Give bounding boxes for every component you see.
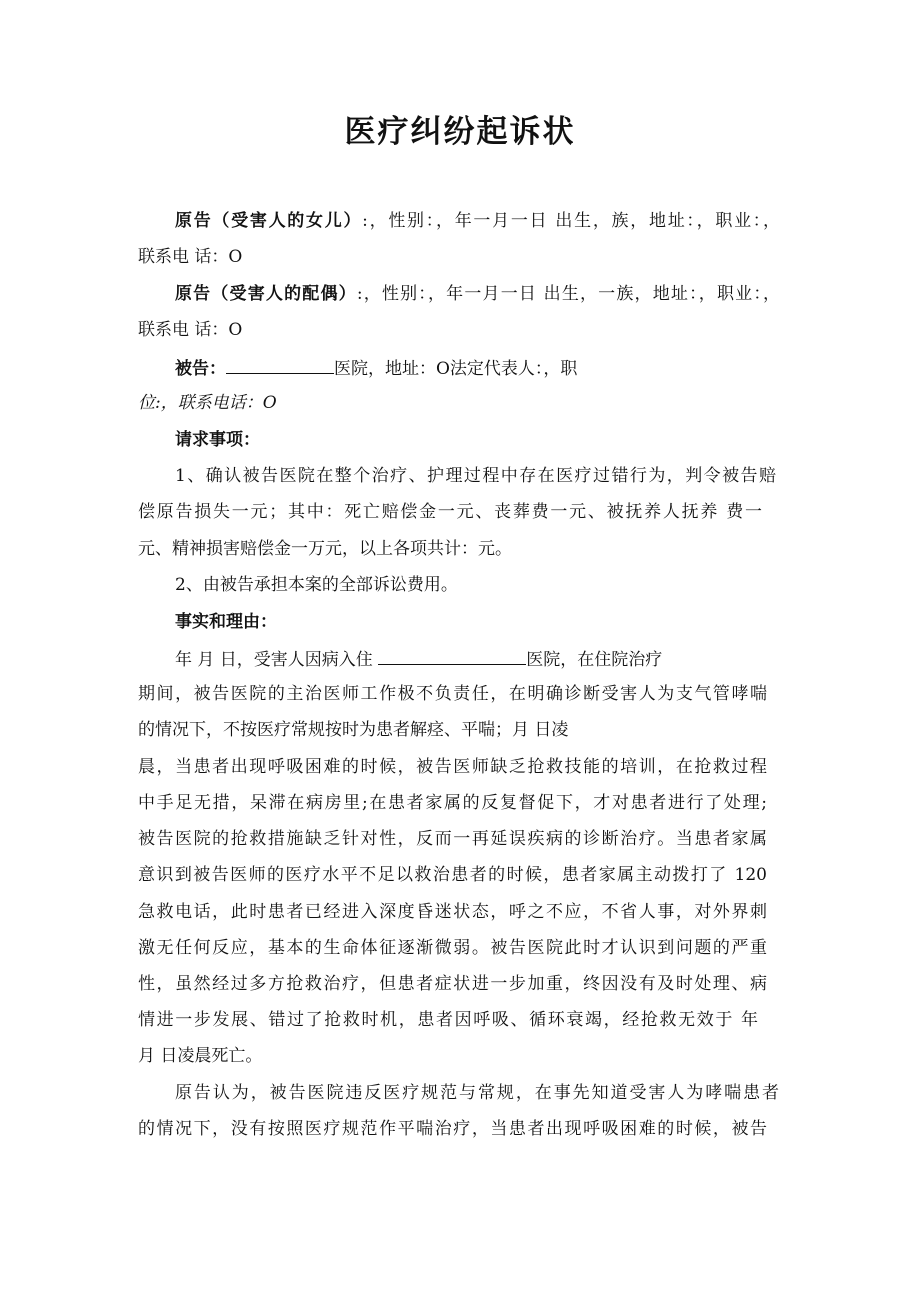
defendant-hospital-blank [226, 355, 334, 374]
defendant-details: 医院，地址：O法定代表人：，职 [334, 359, 578, 379]
claims-heading: 请求事项： [175, 430, 260, 450]
facts-line: 的情况下，不按医疗常规按时为患者解痉、平喘；月 日凌 [138, 720, 569, 740]
claim2: 2、由被告承担本案的全部诉讼费用。 [175, 575, 458, 595]
facts-line: 意识到被告医师的医疗水平不足以救治患者的时候，患者家属主动拨打了 120 [138, 865, 767, 885]
facts-line: 激无任何反应，基本的生命体征逐渐微弱。被告医院此时才认识到问题的严重 [138, 938, 767, 958]
facts-line1-end: 医院，在住院治疗 [526, 650, 663, 670]
plaintiff1-details: :，性别：，年一月一日 出生，族，地址：，职业：， [362, 211, 780, 231]
plaintiff1-line1 [175, 209, 780, 233]
plaintiff1-line2: 联系电 话：O [138, 247, 243, 267]
facts-line: 中手足无措，呆滞在病房里;在患者家属的反复督促下，才对患者进行了处理; [138, 793, 767, 813]
hospital-name-blank [378, 646, 526, 665]
claim1-line3: 元、精神损害赔偿金一万元，以上各项共计：元。 [138, 539, 512, 559]
plaintiff2-details: :，性别：，年一月一日 出生，一族，地址：，职业：， [356, 284, 781, 304]
facts-line: 性，虽然经过多方抢救治疗，但患者症状进一步加重，终因没有及时处理、病 [138, 974, 767, 994]
claim1-line1: 1、确认被告医院在整个治疗、护理过程中存在医疗过错行为，判令被告赔 [175, 466, 776, 486]
facts-line: 晨，当患者出现呼吸困难的时候，被告医师缺乏抢救技能的培训，在抢救过程 [138, 757, 767, 777]
plaintiff2-line2: 联系电 话：O [138, 320, 243, 340]
plaintiff2-line1 [175, 282, 780, 306]
facts-line: 急救电话，此时患者已经进入深度昏迷状态，呼之不应，不省人事，对外界刺 [138, 902, 767, 922]
opinion-line2: 的情况下，没有按照医疗规范作平喘治疗，当患者出现呼吸困难的时候，被告 [138, 1119, 767, 1139]
opinion-line1: 原告认为，被告医院违反医疗规范与常规，在事先知道受害人为哮喘患者 [175, 1083, 779, 1103]
defendant-line1 [175, 355, 577, 381]
plaintiff1-label: 原告（受害人的女儿） [175, 211, 363, 231]
facts-line: 情进一步发展、错过了抢救时机，患者因呼吸、循环衰竭，经抢救无效于 年 [138, 1010, 758, 1030]
facts-heading: 事实和理由： [175, 612, 277, 632]
plaintiff2-label: 原告（受害人的配偶） [175, 284, 357, 304]
facts-line1 [175, 646, 662, 672]
facts-line1-start: 年 月 日，受害人因病入住 [175, 650, 379, 670]
facts-line: 月 日凌晨死亡。 [138, 1046, 263, 1066]
claim1-line2: 偿原告损失一元；其中：死亡赔偿金一元、丧葬费一元、被抚养人抚养 费一 [138, 502, 762, 522]
facts-line: 被告医院的抢救措施缺乏针对性，反而一再延误疾病的诊断治疗。当患者家属 [138, 829, 767, 849]
defendant-label: 被告： [175, 359, 226, 379]
defendant-line2: 位:，联系电话：O [138, 393, 277, 413]
document-title: 医疗纠纷起诉状 [344, 114, 576, 150]
facts-line: 期间，被告医院的主治医师工作极不负责任，在明确诊断受害人为支气管哮喘 [138, 684, 767, 704]
